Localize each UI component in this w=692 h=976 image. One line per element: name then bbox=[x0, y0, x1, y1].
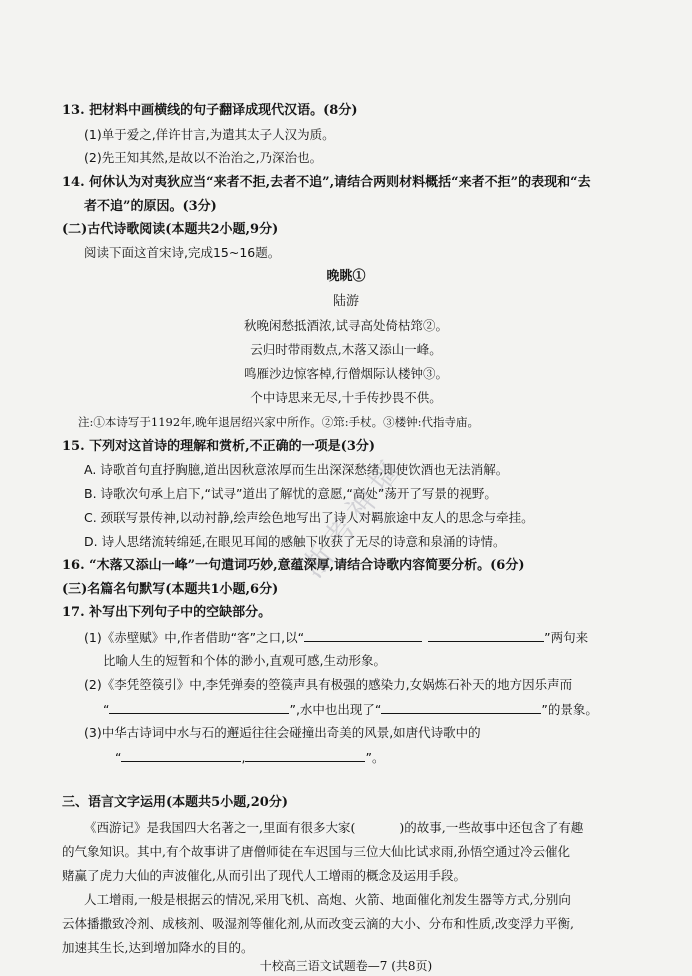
part-3-text: )的故事,一些故事中还包含了有趣 bbox=[399, 820, 584, 835]
q17-item-2-line-2 bbox=[103, 701, 598, 718]
part-3-para-1-line-1 bbox=[84, 820, 583, 836]
part-3-text: 《西游记》是我国四大名著之一,里面有很多大家( bbox=[84, 820, 356, 835]
q17-item-2-end: ”的景象。 bbox=[541, 702, 598, 717]
poem-note: 注:①本诗写于1192年,晚年退居绍兴家中所作。②筇:手杖。③楼钟:代指寺庙。 bbox=[78, 415, 480, 429]
q17-blank-1[interactable] bbox=[304, 629, 422, 642]
q15-option-a: A. 诗歌首句直抒胸臆,道出因秋意浓厚而生出深深愁绪,即使饮酒也无法消解。 bbox=[84, 462, 509, 477]
q14-line-2: 者不追”的原因。(3分) bbox=[84, 199, 217, 214]
q17-item-3-line-1: (3)中华古诗词中水与石的邂逅往往会碰撞出奇美的风景,如唐代诗歌中的 bbox=[84, 725, 481, 740]
q17-close-quote: ”。 bbox=[365, 750, 385, 765]
part-3-para-2-line-2: 云体播撒致冷剂、成核剂、吸湿剂等催化剂,从而改变云滴的大小、分布和性质,改变浮力平衡, bbox=[62, 916, 574, 931]
q17-blank-4[interactable] bbox=[381, 701, 541, 714]
part-3-para-1-line-3: 赌赢了虎力大仙的声波催化,从而引出了现代人工增雨的概念及运用手段。 bbox=[62, 868, 466, 883]
part-3-heading: 三、语言文字运用(本题共5小题,20分) bbox=[62, 795, 288, 810]
poem-line: 个中诗思来无尽,十手传抄畏不供。 bbox=[250, 390, 442, 405]
q17-item-3-line-2 bbox=[115, 749, 384, 766]
part-3-para-2-line-1: 人工增雨,一般是根据云的情况,采用飞机、高炮、火箭、地面催化剂发生器等方式,分别向 bbox=[84, 892, 571, 907]
q17-stem: 17. 补写出下列句子中的空缺部分。 bbox=[62, 605, 272, 620]
q17-open-quote-2: “ bbox=[115, 750, 122, 765]
q13-sentence-2: (2)先王知其然,是故以不治治之,乃深治也。 bbox=[84, 150, 323, 165]
q17-item-2-line-1: (2)《李凭箜篌引》中,李凭弹奏的箜篌声具有极强的感染力,女娲炼石补天的地方因乐声而 bbox=[84, 677, 573, 692]
poem-line: 鸣雁沙边惊客棹,行僧烟际认楼钟③。 bbox=[244, 366, 448, 381]
q17-item-1-line-2: 比喻人生的短暂和个体的渺小,直观可感,生动形象。 bbox=[103, 653, 386, 668]
q17-blank-3[interactable] bbox=[109, 701, 289, 714]
poem-line: 云归时带雨数点,木落又添山一峰。 bbox=[250, 342, 442, 357]
q17-item-1-text-a: (1)《赤壁赋》中,作者借助“客”之口,以“ bbox=[84, 630, 305, 645]
poem-title: 晚眺① bbox=[326, 269, 366, 284]
q17-blank-6[interactable] bbox=[245, 749, 365, 762]
part-3-para-2-line-3: 加速其生长,达到增加降水的目的。 bbox=[62, 940, 254, 955]
q15-option-c: C. 颈联写景传神,以动衬静,绘声绘色地写出了诗人对羁旅途中友人的思念与牵挂。 bbox=[84, 510, 534, 525]
section-2-heading: (二)古代诗歌阅读(本题共2小题,9分) bbox=[62, 222, 279, 237]
section-2-intro: 阅读下面这首宋诗,完成15~16题。 bbox=[84, 245, 281, 260]
q15-option-b: B. 诗歌次句承上启下,“试寻”道出了解忧的意愿,“高处”荡开了写景的视野。 bbox=[84, 486, 497, 501]
q17-blank-5[interactable] bbox=[121, 749, 241, 762]
poem-line: 秋晚闲愁抵酒浓,试寻高处倚枯筇②。 bbox=[244, 318, 448, 333]
q15-stem: 15. 下列对这首诗的理解和赏析,不正确的一项是(3分) bbox=[62, 439, 376, 454]
watermark: 浙考神墙 bbox=[295, 449, 412, 585]
q14-line-1: 14. 何休认为对夷狄应当“来者不拒,去者不追”,请结合两则材料概括“来者不拒”的表现和“去 bbox=[62, 175, 591, 190]
q13-stem: 13. 把材料中画横线的句子翻译成现代汉语。(8分) bbox=[62, 103, 358, 118]
page-footer: 十校高三语文试题卷—7 (共8页) bbox=[259, 959, 433, 973]
section-3-heading: (三)名篇名句默写(本题共1小题,6分) bbox=[62, 582, 279, 597]
q15-option-d: D. 诗人思绪流转绵延,在眼见耳闻的感触下收获了无尽的诗意和泉涌的诗情。 bbox=[84, 534, 506, 549]
q17-item-1 bbox=[84, 629, 588, 646]
q17-blank-2[interactable] bbox=[428, 629, 544, 642]
q17-item-2-text: ”,水中也出现了“ bbox=[289, 702, 382, 717]
q17-open-quote: “ bbox=[103, 702, 110, 717]
q13-sentence-1: (1)单于爱之,佯许甘言,为遣其太子人汉为质。 bbox=[84, 127, 335, 142]
q16-stem: 16. “木落又添山一峰”一句遣词巧妙,意蕴深厚,请结合诗歌内容简要分析。(6分) bbox=[62, 558, 525, 573]
q17-comma: , bbox=[241, 750, 246, 765]
poem-author: 陆游 bbox=[332, 294, 359, 309]
q17-item-1-text-b: ”两句来 bbox=[544, 630, 589, 645]
part-3-para-1-line-2: 的气象知识。其中,有个故事讲了唐僧师徒在车迟国与三位大仙比试求雨,孙悟空通过冷云催化 bbox=[62, 844, 570, 859]
